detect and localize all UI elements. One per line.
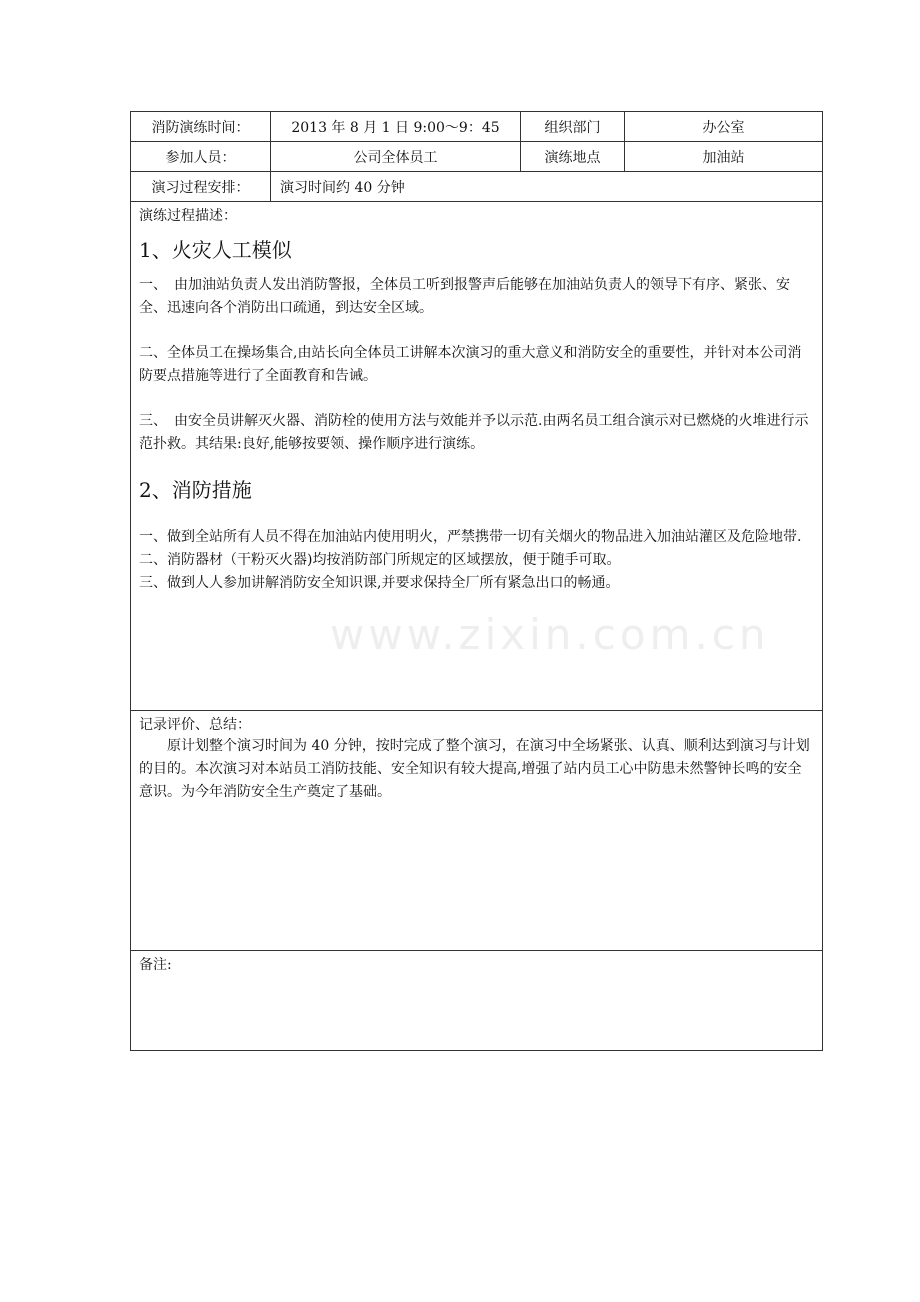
place-label: 演练地点 [521, 142, 625, 172]
people-label: 参加人员： [131, 142, 271, 172]
row-schedule [131, 172, 823, 202]
section2-para-1: 一、做到全站所有人员不得在加油站内使用明火，严禁携带一切有关烟火的物品进入加油站灌区及危险地带. [139, 529, 802, 545]
remarks-label: 备注: [139, 957, 172, 973]
remarks-cell [131, 951, 823, 1051]
review-cell [131, 711, 823, 951]
section1-para-3: 三、 由安全员讲解灭火器、消防栓的使用方法与效能并予以示范.由两名员工组合演示对已燃烧的火堆进行示范扑救。其结果:良好,能够按要领、操作顺序进行演练。 [139, 413, 809, 452]
drill-record-form [130, 111, 823, 1051]
section1-title: 1、火灾人工模似 [139, 238, 292, 262]
process-cell [131, 202, 823, 711]
row-time [131, 112, 823, 142]
review-text: 原计划整个演习时间为 40 分钟，按时完成了整个演习，在演习中全场紧张、认真、顺利达到演习与计划的目的。本次演习对本站员工消防技能、安全知识有较大提高,增强了站内员工心中防患未然警钟长鸣的安全意识。为今年消防安全生产奠定了基础。 [139, 738, 810, 800]
review-label: 记录评价、总结： [139, 717, 251, 733]
schedule-label: 演习过程安排： [131, 172, 271, 202]
row-process [131, 202, 823, 711]
row-remarks [131, 951, 823, 1051]
time-value: 2013 年 8 月 1 日 9:00～9：45 [271, 112, 521, 142]
dept-value: 办公室 [625, 112, 823, 142]
watermark: www.zixin.com.cn [330, 610, 770, 659]
dept-label: 组织部门 [521, 112, 625, 142]
people-value: 公司全体员工 [271, 142, 521, 172]
section1-para-2: 二、全体员工在操场集合,由站长向全体员工讲解本次演习的重大意义和消防安全的重要性，并针对本公司消防要点措施等进行了全面教育和告诫。 [139, 345, 802, 384]
schedule-value: 演习时间约 40 分钟 [271, 172, 823, 202]
section2-title: 2、消防措施 [139, 478, 252, 502]
row-people [131, 142, 823, 172]
place-value: 加油站 [625, 142, 823, 172]
section1-para-1: 一、 由加油站负责人发出消防警报，全体员工听到报警声后能够在加油站负责人的领导下有序、紧张、安全、迅速向各个消防出口疏通，到达安全区域。 [139, 277, 790, 316]
process-label: 演练过程描述： [139, 208, 237, 224]
time-label: 消防演练时间： [131, 112, 271, 142]
row-review [131, 711, 823, 951]
section2-para-3: 三、做到人人参加讲解消防安全知识课,并要求保持全厂所有紧急出口的畅通。 [139, 575, 620, 591]
section2-para-2: 二、消防器材（干粉灭火器)均按消防部门所规定的区域摆放，便于随手可取。 [139, 552, 621, 568]
